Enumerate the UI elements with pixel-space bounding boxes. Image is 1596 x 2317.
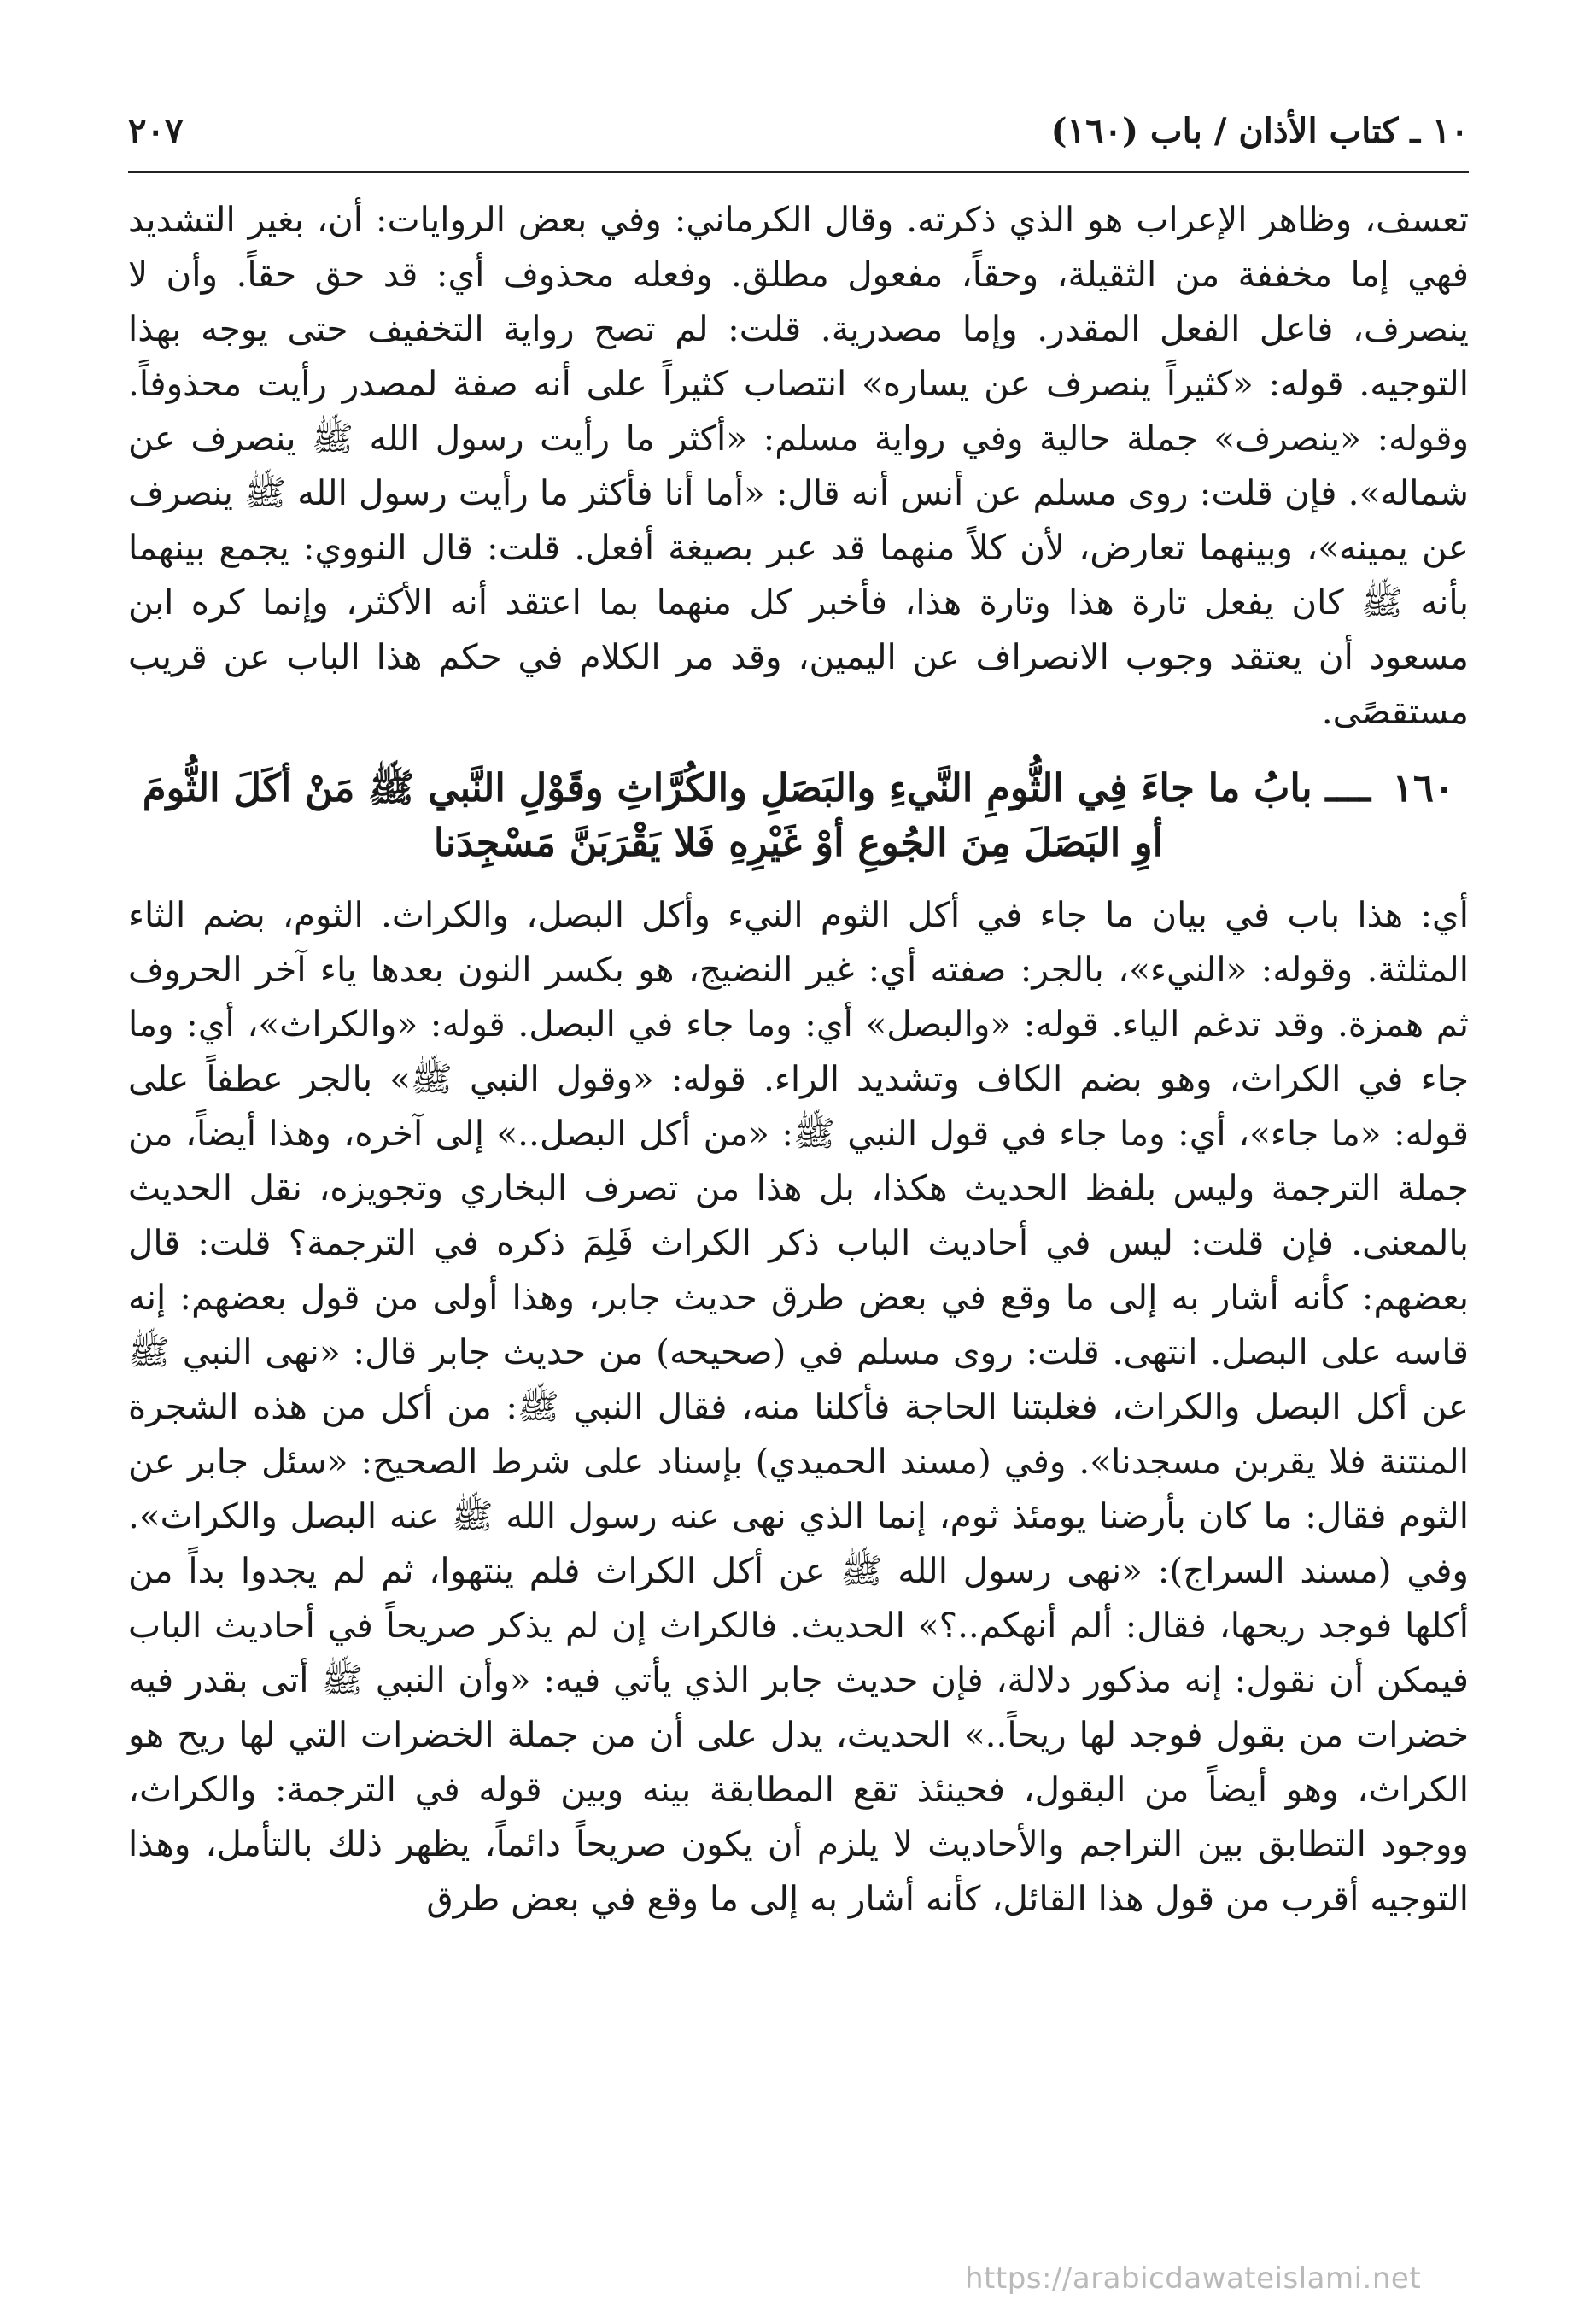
book-page [128,102,1469,2272]
watermark-url: https://arabicdawateislami.net [965,2261,1422,2296]
chapter-number: ١٦٠ [1392,765,1455,810]
page-number: ٢٠٧ [128,111,184,151]
section-title: ١٠ ـ كتاب الأذان / باب (١٦٠) [1050,111,1469,151]
paragraph-commentary: أي: هذا باب في بيان ما جاء في أكل الثوم النيء وأكل البصل، والكراث. الثوم، بضم الثاء المثلثة. وقوله: «النيء»، بالجر: صفته أي: غير النضيج، هو بكسر النون بعدها ياء آخر الحروف ثم همزة. وقد تدغم الياء. قوله: «والبصل» أي: وما جاء في البصل. قوله: «والكراث»، أي: وما جاء في الكراث، وهو بضم الكاف وتشديد الراء. قوله: «وقول النبي ﷺ» بالجر عطفاً على قوله: «ما جاء»، أي: وما جاء في قول النبي ﷺ: «من أكل البصل..» إلى آخره، وهذا أيضاً، من جملة الترجمة وليس بلفظ الحديث هكذا، بل هذا من تصرف البخاري وتجويزه، نقل الحديث بالمعنى. فإن قلت: ليس في أحاديث الباب ذكر الكراث فَلِمَ ذكره في الترجمة؟ قلت: قال بعضهم: كأنه أشار به إلى ما وقع في بعض طرق حديث جابر، وهذا أولى من قول بعضهم: إنه قاسه على البصل. انتهى. قلت: روى مسلم في (صحيحه) من حديث جابر قال: «نهى النبي ﷺ عن أكل البصل والكراث، فغلبتنا الحاجة فأكلنا منه، فقال النبي ﷺ: من أكل من هذه الشجرة المنتنة فلا يقربن مسجدنا». وفي (مسند الحميدي) بإسناد على شرط الصحيح: «سئل جابر عن الثوم فقال: ما كان بأرضنا يومئذ ثوم، إنما الذي نهى عنه رسول الله ﷺ عنه البصل والكراث». وفي (مسند السراج): «نهى رسول الله ﷺ عن أكل الكراث فلم ينتهوا، ثم لم يجدوا بداً من أكلها فوجد ريحها، فقال: ألم أنهكم..؟» الحديث. فالكراث إن لم يذكر صريحاً في أحاديث الباب فيمكن أن نقول: إنه مذكور دلالة، فإن حديث جابر الذي يأتي فيه: «وأن النبي ﷺ أتى بقدر فيه خضرات من بقول فوجد لها ريحاً..» الحديث، يدل على أن من جملة الخضرات التي لها ريح هو الكراث، وهو أيضاً من البقول، فحينئذ تقع المطابقة بينه وبين قوله في الترجمة: والكراث، ووجود التطابق بين التراجم والأحاديث لا يلزم أن يكون صريحاً دائماً، يظهر ذلك بالتأمل، وهذا التوجيه أقرب من قول هذا القائل، كأنه أشار به إلى ما وقع في بعض طرق [128,894,1469,1919]
running-header [128,102,1469,173]
chapter-heading [128,761,1469,870]
chapter-title: ــــ بابُ ما جاءَ فِي الثُّومِ النَّيءِ والبَصَلِ والكُرَّاثِ وقَوْلِ النَّبي ﷺ مَنْ أكَلَ الثُّومَ أوِ البَصَلَ مِنَ الجُوعِ أوْ غَيْرِهِ فَلا يَقْرَبَنَّ مَسْجِدَنا [142,765,1371,865]
paragraph-continued: تعسف، وظاهر الإعراب هو الذي ذكرته. وقال الكرماني: وفي بعض الروايات: أن، بغير التشديد فهي إما مخففة من الثقيلة، وحقاً، مفعول مطلق. وفعله محذوف أي: قد حق حقاً. وأن لا ينصرف، فاعل الفعل المقدر. وإما مصدرية. قلت: لم تصح رواية التخفيف حتى يوجه بهذا التوجيه. قوله: «كثيراً ينصرف عن يساره» انتصاب كثيراً على أنه صفة لمصدر رأيت محذوفاً. وقوله: «ينصرف» جملة حالية وفي رواية مسلم: «أكثر ما رأيت رسول الله ﷺ ينصرف عن شماله». فإن قلت: روى مسلم عن أنس أنه قال: «أما أنا فأكثر ما رأيت رسول الله ﷺ ينصرف عن يمينه»، وبينهما تعارض، لأن كلاً منهما قد عبر بصيغة أفعل. قلت: قال النووي: يجمع بينهما بأنه ﷺ كان يفعل تارة هذا وتارة هذا، فأخبر كل منهما بما اعتقد أنه الأكثر، وإنما كره ابن مسعود أن يعتقد وجوب الانصراف عن اليمين، وقد مر الكلام في حكم هذا الباب عن قريب مستقصًى. [128,199,1469,732]
